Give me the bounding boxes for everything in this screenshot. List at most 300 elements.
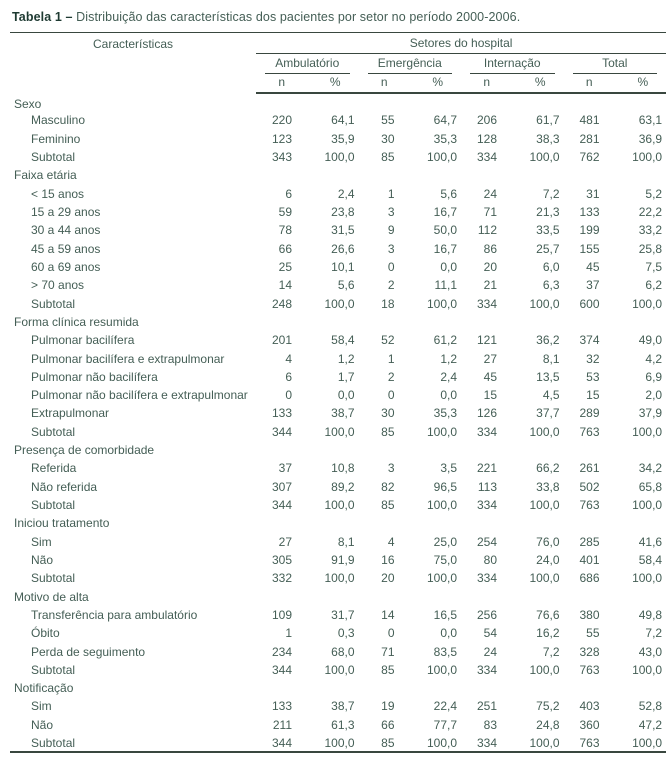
value-cell-n: 305 <box>271 552 292 567</box>
pct-column-header: % <box>301 74 359 93</box>
table-caption <box>10 6 666 32</box>
value-cell-n: 1 <box>285 626 292 641</box>
value-cell-pct: 83,5 <box>433 644 457 659</box>
row-label: > 70 anos <box>31 278 85 293</box>
value-cell-n: 66 <box>278 241 292 256</box>
row-label: Não referida <box>31 479 98 494</box>
value-cell-pct: 25,0 <box>433 534 457 549</box>
value-cell-pct: 2,4 <box>440 369 457 384</box>
value-cell-n: 334 <box>476 498 497 513</box>
group-header-label: Ambulatório <box>265 54 350 74</box>
value-cell-n: 0 <box>285 388 292 403</box>
value-cell-pct: 10,1 <box>331 259 355 274</box>
value-cell-pct: 23,8 <box>331 205 355 220</box>
value-cell-pct: 65,8 <box>638 479 663 494</box>
value-cell-n: 71 <box>381 644 395 659</box>
value-cell-pct: 100,0 <box>529 735 560 750</box>
value-cell-n: 6 <box>285 369 292 384</box>
value-cell-n: 256 <box>476 607 497 622</box>
value-cell-n: 206 <box>476 113 497 128</box>
value-cell-pct: 25,7 <box>536 241 560 256</box>
value-cell-n: 4 <box>285 351 292 366</box>
n-column-header: n <box>564 74 609 93</box>
value-cell-pct: 100,0 <box>324 571 355 586</box>
value-cell-n: 234 <box>271 644 292 659</box>
value-cell-n: 334 <box>476 662 497 677</box>
table-row <box>10 661 666 679</box>
table-row <box>10 368 666 386</box>
value-cell-pct: 10,8 <box>331 461 355 476</box>
value-cell-pct: 16,7 <box>433 241 457 256</box>
section-label: Motivo de alta <box>14 589 89 604</box>
section-header-row <box>10 441 666 459</box>
value-cell-n: 6 <box>285 186 292 201</box>
value-cell-n: 221 <box>476 461 497 476</box>
value-cell-n: 20 <box>483 259 497 274</box>
value-cell-n: 37 <box>586 278 600 293</box>
n-column-header: n <box>359 74 404 93</box>
value-cell-pct: 75,2 <box>536 699 560 714</box>
value-cell-n: 332 <box>271 571 292 586</box>
value-cell-pct: 36,9 <box>638 131 663 146</box>
table-row <box>10 423 666 441</box>
value-cell-n: 344 <box>271 424 292 439</box>
value-cell-n: 85 <box>381 662 395 677</box>
table-row <box>10 221 666 239</box>
table-row <box>10 551 666 569</box>
value-cell-pct: 24,8 <box>536 717 560 732</box>
value-cell-n: 21 <box>483 278 497 293</box>
row-label: 45 a 59 anos <box>31 241 101 256</box>
value-cell-n: 344 <box>271 498 292 513</box>
value-cell-pct: 91,9 <box>331 552 355 567</box>
value-cell-n: 2 <box>387 278 395 293</box>
value-cell-n: 199 <box>579 223 600 238</box>
value-cell-n: 9 <box>387 223 395 238</box>
table-row <box>10 533 666 551</box>
row-label: Não <box>31 717 54 732</box>
value-cell-n: 763 <box>579 662 600 677</box>
value-cell-n: 27 <box>278 534 292 549</box>
group-header-internacao <box>461 54 564 75</box>
value-cell-n: 155 <box>579 241 600 256</box>
value-cell-n: 30 <box>381 131 395 146</box>
value-cell-n: 83 <box>483 717 497 732</box>
group-header-label: Total <box>573 54 658 74</box>
table-figure <box>10 6 666 753</box>
section-header-row <box>10 313 666 331</box>
value-cell-pct: 76,6 <box>536 607 560 622</box>
value-cell-n: 27 <box>483 351 497 366</box>
value-cell-pct: 100,0 <box>426 498 457 513</box>
value-cell-pct: 47,2 <box>638 717 663 732</box>
value-cell-n: 201 <box>271 333 292 348</box>
value-cell-pct: 49,0 <box>638 333 663 348</box>
value-cell-n: 20 <box>381 571 395 586</box>
value-cell-n: 112 <box>477 223 497 238</box>
pct-column-header: % <box>404 74 462 93</box>
value-cell-n: 481 <box>579 113 600 128</box>
value-cell-pct: 64,7 <box>433 113 457 128</box>
value-cell-n: 18 <box>381 296 395 311</box>
value-cell-pct: 75,0 <box>433 552 457 567</box>
value-cell-pct: 6,0 <box>542 259 560 274</box>
value-cell-pct: 1,2 <box>337 351 355 366</box>
value-cell-pct: 6,9 <box>645 369 663 384</box>
table-row <box>10 276 666 294</box>
value-cell-n: 600 <box>579 296 600 311</box>
value-cell-pct: 100,0 <box>632 662 663 677</box>
value-cell-pct: 38,7 <box>331 406 355 421</box>
value-cell-n: 133 <box>271 699 292 714</box>
value-cell-pct: 100,0 <box>632 424 663 439</box>
value-cell-n: 261 <box>579 461 600 476</box>
value-cell-n: 15 <box>586 388 600 403</box>
value-cell-pct: 52,8 <box>638 699 663 714</box>
value-cell-n: 334 <box>476 735 497 750</box>
value-cell-n: 53 <box>586 369 600 384</box>
value-cell-n: 762 <box>579 150 600 165</box>
value-cell-n: 25 <box>278 259 292 274</box>
value-cell-pct: 100,0 <box>632 296 663 311</box>
value-cell-pct: 100,0 <box>324 150 355 165</box>
row-label: Extrapulmonar <box>31 406 110 421</box>
value-cell-pct: 100,0 <box>632 150 663 165</box>
value-cell-pct: 33,8 <box>536 479 560 494</box>
value-cell-pct: 1,7 <box>337 369 355 384</box>
value-cell-pct: 3,5 <box>440 461 457 476</box>
value-cell-pct: 100,0 <box>529 498 560 513</box>
value-cell-pct: 100,0 <box>324 424 355 439</box>
value-cell-pct: 58,4 <box>638 552 663 567</box>
value-cell-pct: 2,4 <box>337 186 355 201</box>
value-cell-n: 54 <box>483 626 497 641</box>
value-cell-pct: 37,7 <box>536 406 560 421</box>
table-row <box>10 624 666 642</box>
value-cell-pct: 49,8 <box>638 607 663 622</box>
value-cell-n: 113 <box>477 479 497 494</box>
row-label: Pulmonar bacilífera <box>31 333 135 348</box>
value-cell-n: 109 <box>271 607 292 622</box>
value-cell-pct: 100,0 <box>324 296 355 311</box>
value-cell-pct: 16,7 <box>433 205 457 220</box>
table-row <box>10 185 666 203</box>
value-cell-n: 37 <box>278 461 292 476</box>
characteristics-column-header: Características <box>92 37 174 51</box>
value-cell-n: 763 <box>579 424 600 439</box>
value-cell-pct: 43,0 <box>638 644 663 659</box>
value-cell-pct: 61,2 <box>433 333 457 348</box>
value-cell-pct: 0,3 <box>337 626 355 641</box>
value-cell-n: 30 <box>381 406 395 421</box>
row-label: Subtotal <box>31 424 76 439</box>
group-header-label: Emergência <box>368 54 453 74</box>
row-label: Subtotal <box>31 735 76 750</box>
value-cell-pct: 11,1 <box>434 278 457 293</box>
value-cell-n: 128 <box>476 131 497 146</box>
value-cell-pct: 58,4 <box>331 333 355 348</box>
value-cell-n: 55 <box>381 113 395 128</box>
value-cell-n: 66 <box>381 717 395 732</box>
value-cell-pct: 89,2 <box>331 479 355 494</box>
value-cell-pct: 100,0 <box>426 296 457 311</box>
value-cell-n: 0 <box>387 626 395 641</box>
value-cell-pct: 22,2 <box>638 205 663 220</box>
value-cell-pct: 0,0 <box>337 388 355 403</box>
value-cell-pct: 35,3 <box>433 131 457 146</box>
section-label: Faixa etária <box>14 168 77 183</box>
value-cell-pct: 96,5 <box>433 479 457 494</box>
pct-column-header: % <box>506 74 564 93</box>
row-label: Pulmonar não bacilífera <box>31 369 158 384</box>
table-row <box>10 734 666 752</box>
table-row <box>10 148 666 166</box>
value-cell-pct: 100,0 <box>426 571 457 586</box>
value-cell-n: 401 <box>579 552 600 567</box>
table-row <box>10 404 666 422</box>
row-label: Subtotal <box>31 571 76 586</box>
value-cell-pct: 100,0 <box>529 571 560 586</box>
table-row <box>10 240 666 258</box>
value-cell-pct: 8,1 <box>337 534 355 549</box>
value-cell-n: 686 <box>579 571 600 586</box>
value-cell-n: 121 <box>476 333 497 348</box>
value-cell-n: 0 <box>387 388 395 403</box>
pct-column-header: % <box>609 74 667 93</box>
value-cell-pct: 22,4 <box>433 699 457 714</box>
value-cell-n: 85 <box>381 498 395 513</box>
value-cell-n: 14 <box>278 278 292 293</box>
value-cell-n: 52 <box>381 333 395 348</box>
value-cell-pct: 41,6 <box>638 534 663 549</box>
row-label: Pulmonar não bacilífera e extrapulmonar <box>31 388 248 403</box>
table-row <box>10 496 666 514</box>
value-cell-pct: 50,0 <box>433 223 457 238</box>
value-cell-n: 334 <box>476 424 497 439</box>
value-cell-n: 289 <box>579 406 600 421</box>
value-cell-pct: 33,2 <box>638 223 663 238</box>
value-cell-pct: 31,7 <box>331 607 355 622</box>
value-cell-n: 211 <box>272 717 292 732</box>
table-row <box>10 258 666 276</box>
value-cell-pct: 4,5 <box>542 388 560 403</box>
value-cell-n: 133 <box>271 406 292 421</box>
value-cell-n: 328 <box>579 644 600 659</box>
value-cell-n: 763 <box>579 498 600 513</box>
value-cell-n: 334 <box>476 150 497 165</box>
value-cell-n: 31 <box>586 186 600 201</box>
group-header-label: Internação <box>470 54 555 74</box>
value-cell-pct: 100,0 <box>529 150 560 165</box>
row-label: Subtotal <box>31 662 76 677</box>
row-label: Subtotal <box>31 150 76 165</box>
row-label: 60 a 69 anos <box>31 259 101 274</box>
row-label: Feminino <box>31 131 81 146</box>
value-cell-pct: 5,6 <box>440 186 457 201</box>
table-row <box>10 331 666 349</box>
table-row <box>10 294 666 312</box>
value-cell-n: 380 <box>579 607 600 622</box>
value-cell-n: 16 <box>381 552 395 567</box>
value-cell-pct: 0,0 <box>440 388 457 403</box>
value-cell-n: 3 <box>387 241 395 256</box>
value-cell-pct: 13,5 <box>536 369 560 384</box>
row-label: Masculino <box>31 113 86 128</box>
value-cell-pct: 0,0 <box>440 259 457 274</box>
row-label: Subtotal <box>31 296 76 311</box>
row-label: 30 a 44 anos <box>31 223 101 238</box>
value-cell-n: 334 <box>476 296 497 311</box>
value-cell-n: 59 <box>278 205 292 220</box>
value-cell-pct: 76,0 <box>536 534 560 549</box>
value-cell-pct: 5,2 <box>645 186 663 201</box>
table-row <box>10 606 666 624</box>
value-cell-n: 1 <box>387 186 395 201</box>
value-cell-pct: 100,0 <box>529 424 560 439</box>
value-cell-pct: 38,3 <box>536 131 560 146</box>
value-cell-n: 78 <box>278 223 292 238</box>
group-header-ambulatorio <box>256 54 359 75</box>
value-cell-pct: 25,8 <box>638 241 663 256</box>
value-cell-n: 360 <box>579 717 600 732</box>
row-label: Pulmonar bacilífera e extrapulmonar <box>31 351 225 366</box>
value-cell-pct: 100,0 <box>426 735 457 750</box>
group-header-emergencia <box>359 54 462 75</box>
value-cell-n: 281 <box>579 131 600 146</box>
value-cell-n: 82 <box>381 479 395 494</box>
value-cell-n: 55 <box>586 626 600 641</box>
value-cell-n: 3 <box>387 461 395 476</box>
value-cell-pct: 24,0 <box>536 552 560 567</box>
section-label: Presença de comorbidade <box>14 443 155 458</box>
table-row <box>10 716 666 734</box>
value-cell-n: 32 <box>586 351 600 366</box>
value-cell-pct: 31,5 <box>331 223 355 238</box>
value-cell-pct: 100,0 <box>426 662 457 677</box>
value-cell-pct: 26,6 <box>331 241 355 256</box>
value-cell-pct: 36,2 <box>536 333 560 348</box>
table-body <box>10 93 666 752</box>
value-cell-n: 85 <box>381 735 395 750</box>
row-label: Sim <box>31 534 52 549</box>
data-table <box>10 32 666 753</box>
value-cell-pct: 6,2 <box>645 278 663 293</box>
value-cell-pct: 2,0 <box>645 388 663 403</box>
value-cell-pct: 0,0 <box>440 626 457 641</box>
table-row <box>10 459 666 477</box>
value-cell-n: 80 <box>483 552 497 567</box>
n-column-header: n <box>461 74 506 93</box>
row-label: < 15 anos <box>31 186 85 201</box>
value-cell-pct: 100,0 <box>324 662 355 677</box>
value-cell-n: 374 <box>579 333 600 348</box>
sectors-group-header: Setores do hospital <box>256 33 666 54</box>
value-cell-pct: 61,3 <box>331 717 355 732</box>
value-cell-n: 3 <box>387 205 395 220</box>
value-cell-pct: 37,9 <box>638 406 663 421</box>
value-cell-pct: 100,0 <box>324 735 355 750</box>
table-row <box>10 478 666 496</box>
value-cell-n: 343 <box>271 150 292 165</box>
value-cell-pct: 1,2 <box>440 351 457 366</box>
section-label: Forma clínica resumida <box>14 314 139 329</box>
value-cell-pct: 61,7 <box>536 113 560 128</box>
table-caption-text: Distribuição das características dos pacientes por setor no período 2000-2006. <box>72 10 521 24</box>
value-cell-pct: 7,5 <box>645 259 663 274</box>
value-cell-pct: 6,3 <box>542 278 560 293</box>
value-cell-n: 502 <box>579 479 600 494</box>
value-cell-pct: 5,6 <box>337 278 355 293</box>
value-cell-n: 14 <box>381 607 395 622</box>
value-cell-pct: 66,2 <box>536 461 560 476</box>
value-cell-pct: 33,5 <box>536 223 560 238</box>
value-cell-n: 19 <box>381 699 395 714</box>
value-cell-n: 45 <box>483 369 497 384</box>
value-cell-pct: 34,2 <box>638 461 663 476</box>
table-number-label: Tabela 1 – <box>12 10 73 24</box>
value-cell-pct: 100,0 <box>632 735 663 750</box>
section-header-row <box>10 679 666 697</box>
row-label: Referida <box>31 461 77 476</box>
row-label: Sim <box>31 699 52 714</box>
table-row <box>10 349 666 367</box>
value-cell-n: 24 <box>483 644 497 659</box>
value-cell-pct: 77,7 <box>433 717 457 732</box>
value-cell-pct: 100,0 <box>632 571 663 586</box>
row-label: Óbito <box>31 626 60 641</box>
table-row <box>10 386 666 404</box>
value-cell-pct: 100,0 <box>529 296 560 311</box>
section-label: Sexo <box>14 97 42 112</box>
value-cell-n: 285 <box>579 534 600 549</box>
value-cell-pct: 7,2 <box>542 644 560 659</box>
value-cell-pct: 64,1 <box>331 113 355 128</box>
value-cell-n: 123 <box>271 131 292 146</box>
value-cell-pct: 100,0 <box>426 150 457 165</box>
row-label: 15 a 29 anos <box>31 205 101 220</box>
table-row <box>10 111 666 129</box>
value-cell-n: 251 <box>476 699 497 714</box>
value-cell-n: 133 <box>579 205 600 220</box>
section-label: Iniciou tratamento <box>14 516 110 531</box>
value-cell-n: 1 <box>387 351 395 366</box>
row-label: Transferência para ambulatório <box>31 607 198 622</box>
table-row <box>10 569 666 587</box>
section-label: Notificação <box>14 681 74 696</box>
value-cell-pct: 68,0 <box>331 644 355 659</box>
table-row <box>10 697 666 715</box>
value-cell-n: 307 <box>271 479 292 494</box>
value-cell-n: 45 <box>586 259 600 274</box>
value-cell-n: 248 <box>271 296 292 311</box>
value-cell-n: 403 <box>579 699 600 714</box>
value-cell-n: 254 <box>476 534 497 549</box>
value-cell-n: 15 <box>483 388 497 403</box>
value-cell-pct: 16,2 <box>536 626 560 641</box>
value-cell-n: 344 <box>271 735 292 750</box>
row-label: Subtotal <box>31 498 76 513</box>
value-cell-pct: 16,5 <box>433 607 457 622</box>
value-cell-n: 24 <box>483 186 497 201</box>
value-cell-pct: 7,2 <box>542 186 560 201</box>
value-cell-n: 334 <box>476 571 497 586</box>
table-row <box>10 203 666 221</box>
value-cell-n: 0 <box>387 259 395 274</box>
value-cell-pct: 8,1 <box>542 351 560 366</box>
value-cell-n: 86 <box>483 241 497 256</box>
table-row <box>10 130 666 148</box>
value-cell-n: 126 <box>476 406 497 421</box>
